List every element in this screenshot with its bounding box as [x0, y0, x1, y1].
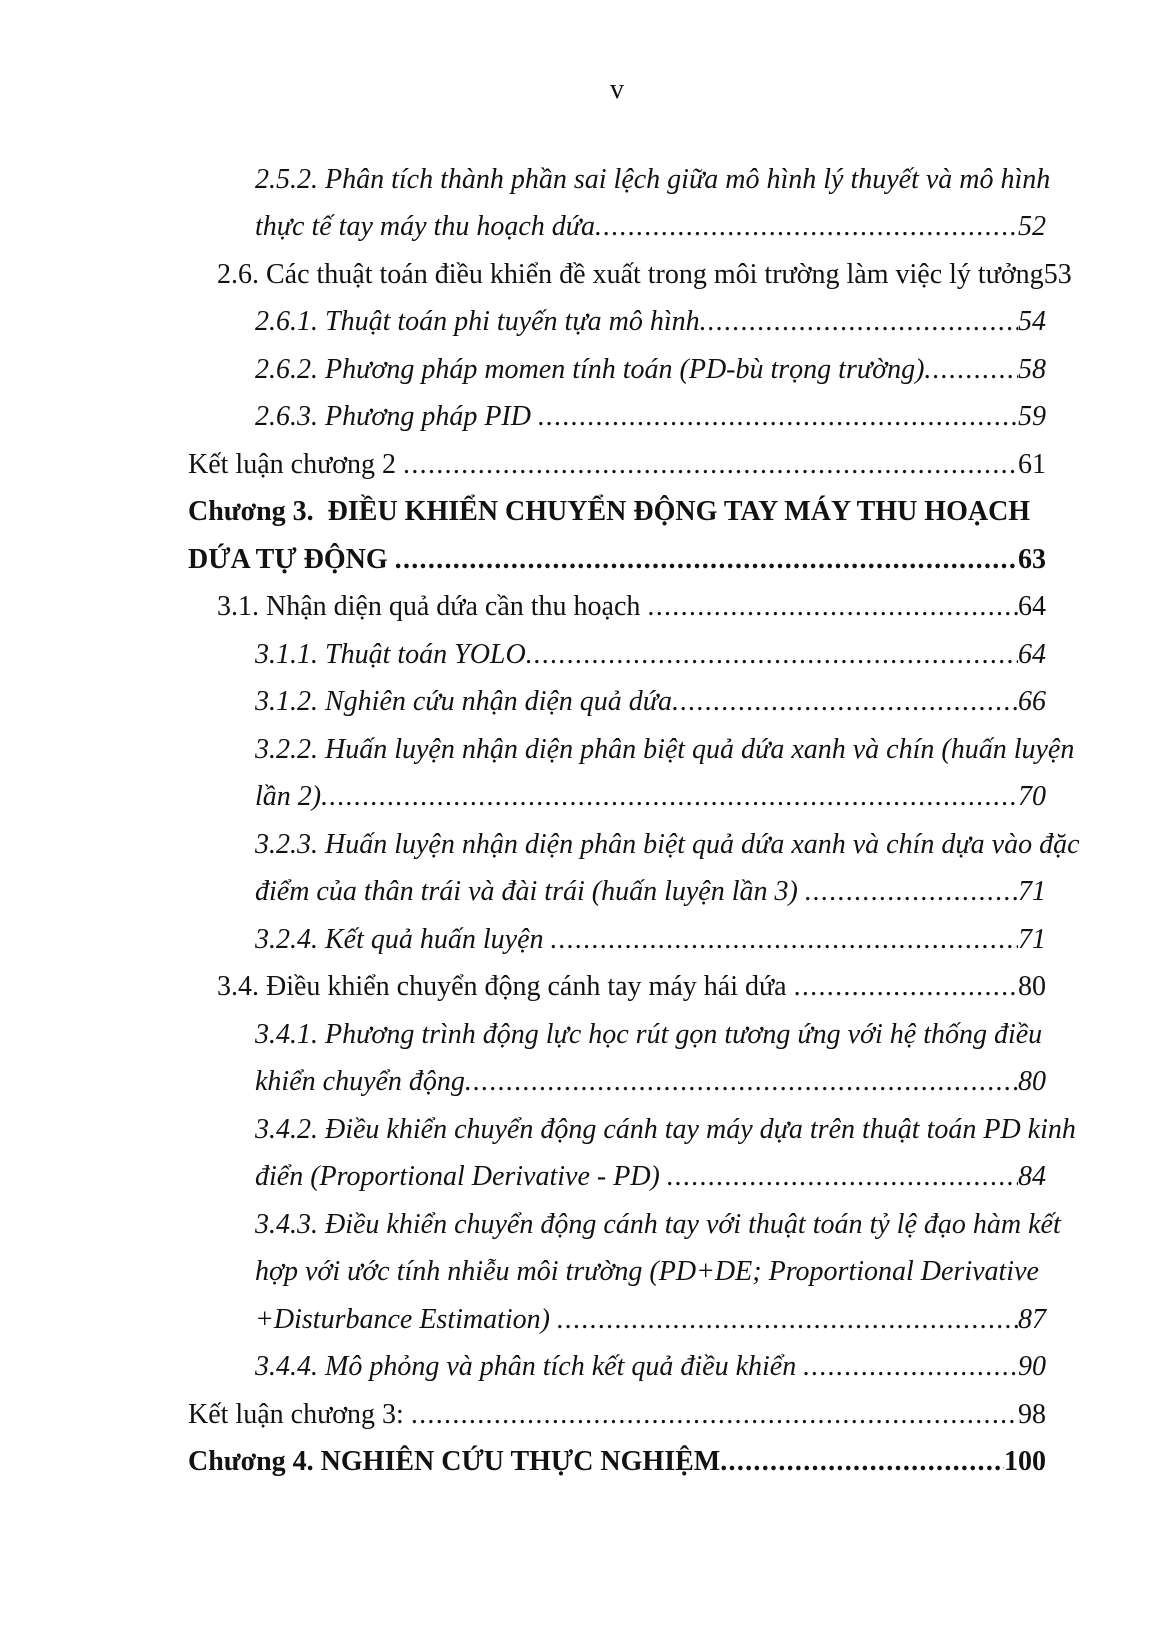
toc-entry-title: 3.4.4. Mô phỏng và phân tích kết quả điều khiển — [255, 1351, 804, 1382]
toc-entry-last-line — [255, 393, 1046, 441]
toc-entry-last-line — [255, 678, 1046, 726]
dotted-leader — [465, 1058, 1018, 1106]
toc-entry-last-line — [188, 1391, 1046, 1439]
toc-entry-title: 2.6. Các thuật toán điều khiển đề xuất trong môi trường làm việc lý tưởng — [217, 258, 1044, 290]
toc-entry-page-number: 90 — [1018, 1351, 1046, 1382]
toc-entry-last-line — [217, 583, 1046, 631]
table-of-contents — [188, 156, 1080, 1486]
dotted-leader — [924, 346, 1018, 394]
toc-entry-last-line — [255, 1296, 1046, 1344]
toc-entry — [255, 156, 1051, 251]
toc-entry — [255, 1201, 1061, 1344]
dotted-leader — [700, 298, 1018, 346]
dotted-leader — [595, 203, 1018, 251]
toc-entry-title: 2.6.2. Phương pháp momen tính toán (PD-bù trọng trường) — [255, 353, 925, 385]
toc-entry-page-number: 100 — [1004, 1446, 1046, 1477]
toc-entry-title: Kết luận chương 2 — [188, 448, 404, 480]
toc-entry-last-line — [255, 1153, 1046, 1201]
toc-entry-page-number: 52 — [1018, 211, 1046, 242]
toc-entry-text-line: 3.4.3. Điều khiển chuyển động cánh tay với thuật toán tỷ lệ đạo hàm kết — [255, 1208, 1061, 1240]
toc-entry-text-line: hợp với ước tính nhiễu môi trường (PD+DE; Proportional Derivative — [255, 1256, 1039, 1287]
toc-entry-last-line — [255, 298, 1046, 346]
toc-entry-text-line: 3.2.3. Huấn luyện nhận diện phân biệt quả dứa xanh và chín dựa vào đặc — [255, 828, 1080, 860]
toc-entry — [188, 441, 1046, 489]
dotted-leader — [395, 536, 1018, 584]
toc-entry-page-number: 64 — [1018, 638, 1046, 670]
dotted-leader — [557, 1296, 1018, 1344]
toc-entry-title: 3.1.2. Nghiên cứu nhận diện quả dứa — [255, 686, 673, 717]
toc-entry — [255, 346, 1046, 394]
dotted-leader — [551, 916, 1018, 964]
toc-entry-page-number: 58 — [1018, 353, 1046, 385]
toc-entry-page-number: 87 — [1018, 1303, 1046, 1335]
toc-entry-title: điển (Proportional Derivative - PD) — [255, 1161, 667, 1192]
toc-entry — [255, 678, 1046, 726]
toc-entry-text-line: 3.2.2. Huấn luyện nhận diện phân biệt quả dứa xanh và chín (huấn luyện — [255, 733, 1075, 765]
toc-entry-last-line — [188, 1438, 1046, 1486]
toc-entry-page-number: 54 — [1018, 306, 1046, 337]
toc-entry-last-line — [255, 773, 1046, 821]
toc-entry-page-number: 98 — [1018, 1398, 1046, 1430]
toc-entry — [255, 726, 1075, 821]
toc-entry-title: 2.6.1. Thuật toán phi tuyến tựa mô hình — [255, 306, 700, 337]
toc-entry-title: 3.1.1. Thuật toán YOLO — [255, 638, 526, 670]
toc-entry-text-line: 3.4.2. Điều khiển chuyển động cánh tay máy dựa trên thuật toán PD kinh — [255, 1113, 1076, 1145]
toc-entry — [255, 298, 1046, 346]
toc-entry — [255, 393, 1046, 441]
toc-entry-title: DỨA TỰ ĐỘNG — [188, 543, 395, 575]
toc-entry-page-number: 59 — [1018, 401, 1046, 432]
toc-entry — [255, 1106, 1076, 1201]
dotted-leader — [803, 1343, 1018, 1391]
toc-entry-last-line — [188, 441, 1046, 489]
toc-entry-last-line — [217, 251, 1072, 299]
toc-entry-text-line: 2.5.2. Phân tích thành phần sai lệch giữa mô hình lý thuyết và mô hình — [255, 163, 1051, 195]
toc-entry-page-number: 61 — [1018, 448, 1046, 480]
toc-entry — [188, 1438, 1046, 1486]
toc-entry-last-line — [255, 916, 1046, 964]
toc-entry-last-line — [255, 1058, 1046, 1106]
toc-entry-last-line — [255, 631, 1046, 679]
dotted-leader — [805, 868, 1018, 916]
toc-entry-page-number: 71 — [1018, 876, 1046, 907]
dotted-leader — [667, 1153, 1018, 1201]
toc-entry-last-line — [255, 1343, 1046, 1391]
toc-entry-last-line — [217, 963, 1046, 1011]
toc-entry-page-number: 70 — [1018, 781, 1046, 812]
toc-entry-title: Chương 4. NGHIÊN CỨU THỰC NGHIỆM — [188, 1446, 721, 1477]
toc-entry-title: lần 2) — [255, 781, 322, 812]
dotted-leader — [720, 1438, 1004, 1486]
toc-entry-last-line — [188, 536, 1046, 584]
toc-entry-page-number: 84 — [1018, 1161, 1046, 1192]
dotted-leader — [538, 393, 1018, 441]
dotted-leader — [526, 631, 1018, 679]
toc-entry — [255, 916, 1046, 964]
toc-entry-text-line: Chương 3. ĐIỀU KHIỂN CHUYỂN ĐỘNG TAY MÁY THU HOẠCH — [188, 496, 1031, 527]
toc-entry-page-number: 66 — [1018, 686, 1046, 717]
toc-entry — [255, 631, 1046, 679]
toc-entry — [255, 821, 1080, 916]
toc-entry-last-line — [255, 868, 1046, 916]
dotted-leader — [647, 583, 1018, 631]
toc-entry-page-number: 64 — [1018, 591, 1046, 622]
toc-entry-page-number: 53 — [1043, 258, 1072, 290]
dotted-leader — [321, 773, 1018, 821]
dotted-leader — [403, 441, 1018, 489]
dotted-leader — [411, 1391, 1018, 1439]
toc-entry-title: 2.6.3. Phương pháp PID — [255, 401, 538, 432]
toc-entry — [255, 1343, 1046, 1391]
toc-entry-title: 3.1. Nhận diện quả dứa cần thu hoạch — [217, 591, 648, 622]
toc-entry-title: thực tế tay máy thu hoạch dứa — [255, 211, 596, 242]
toc-entry-title: 3.4. Điều khiển chuyển động cánh tay máy hái dứa — [217, 971, 794, 1002]
toc-entry-title: +Disturbance Estimation) — [255, 1303, 557, 1335]
toc-entry-text-line: 3.4.1. Phương trình động lực học rút gọn tương ứng với hệ thống điều — [255, 1018, 1043, 1050]
toc-entry-page-number: 71 — [1018, 923, 1046, 955]
toc-entry — [217, 251, 1072, 299]
toc-entry — [217, 963, 1046, 1011]
toc-entry-title: điểm của thân trái và đài trái (huấn luyện lần 3) — [255, 876, 805, 907]
toc-entry-last-line — [255, 346, 1046, 394]
dotted-leader — [794, 963, 1018, 1011]
toc-entry-page-number: 63 — [1018, 543, 1046, 575]
toc-entry-title: Kết luận chương 3: — [188, 1398, 411, 1430]
toc-entry-title: 3.2.4. Kết quả huấn luyện — [255, 923, 551, 955]
toc-entry — [188, 488, 1046, 583]
toc-entry — [217, 583, 1046, 631]
toc-entry — [255, 1011, 1046, 1106]
toc-entry — [188, 1391, 1046, 1439]
toc-entry-page-number: 80 — [1018, 971, 1046, 1002]
toc-entry-title: khiển chuyển động — [255, 1066, 465, 1097]
dotted-leader — [672, 678, 1018, 726]
toc-entry-page-number: 80 — [1018, 1066, 1046, 1097]
toc-entry-last-line — [255, 203, 1046, 251]
page-number: v — [610, 74, 624, 105]
